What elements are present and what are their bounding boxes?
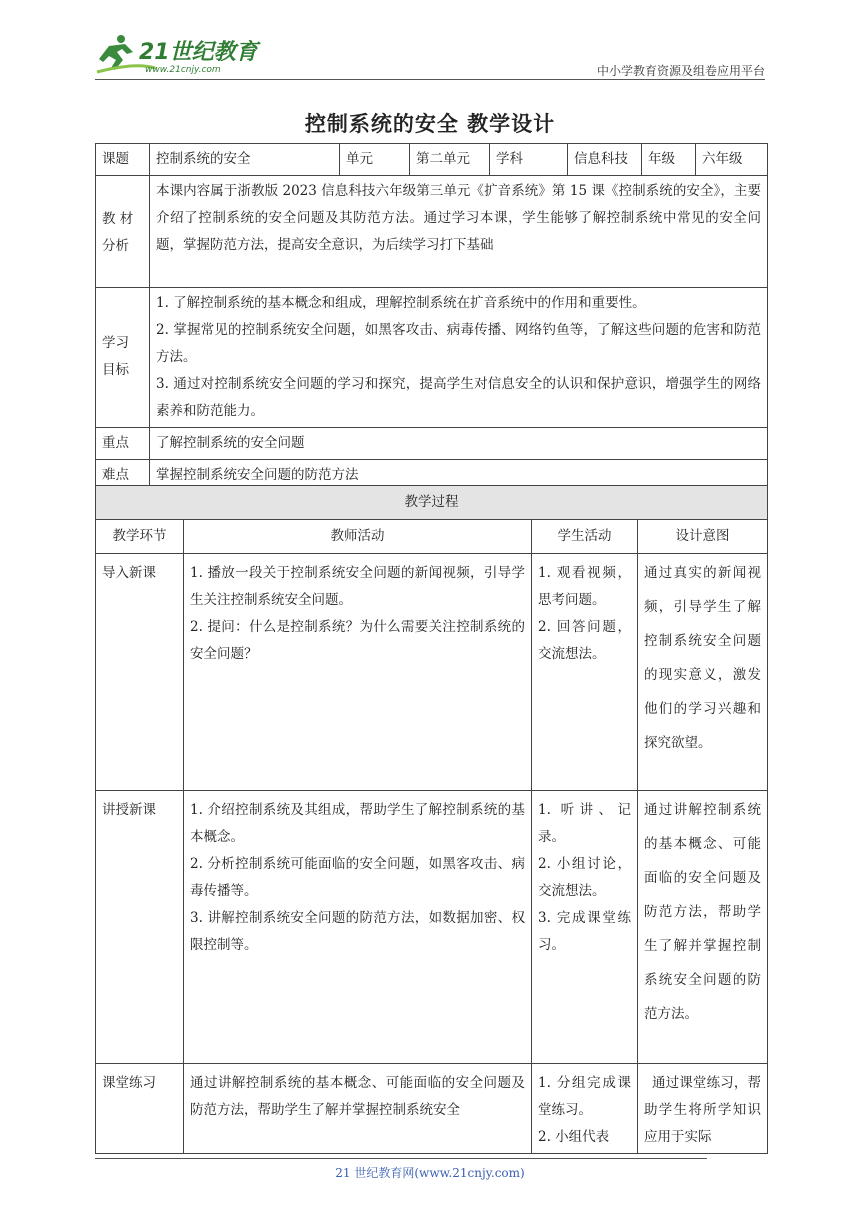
teacher-item: 3. 讲解控制系统安全问题的防范方法，如数据加密、权限控制等。 <box>190 910 525 953</box>
student-item: 1. 分组完成课堂练习。 <box>538 1075 631 1118</box>
key-label: 重点 <box>96 428 150 460</box>
unit-label: 单元 <box>340 144 410 176</box>
row-intent: 通过课堂练习，帮助学生将所学知识应用于实际 <box>638 1064 768 1154</box>
analysis-text: 本课内容属于浙教版 2023 信息科技六年级第三单元《扩音系统》第 15 课《控制系统的安全》，主要介绍了控制系统的安全问题及其防范方法。通过学习本课，学生能够了解控制系统中常见的安全问题，掌握防范方法，提高安全意识，为后续学习打下基础 <box>150 176 768 288</box>
teaching-process-table <box>95 485 768 1154</box>
row-teacher <box>184 554 532 791</box>
platform-name: 中小学教育资源及组卷应用平台 <box>596 64 765 78</box>
teacher-item: 1. 介绍控制系统及其组成，帮助学生了解控制系统的基本概念。 <box>190 802 525 845</box>
row-student <box>532 1064 638 1154</box>
lesson-info-table <box>95 143 768 492</box>
table-row <box>96 554 768 791</box>
footer-divider <box>95 1158 707 1159</box>
goal-item-2: 2. 掌握常见的控制系统安全问题，如黑客攻击、病毒传播、网络钓鱼等，了解这些问题的危害和防范方法。 <box>156 322 761 365</box>
row-intent: 通过讲解控制系统的基本概念、可能面临的安全问题及防范方法，帮助学生了解并掌握控制系统安全问题的防范方法。 <box>638 791 768 1064</box>
site-logo <box>95 32 275 76</box>
student-item: 2. 小组代表 <box>538 1129 610 1145</box>
logo-url-text: www.21cnjy.com <box>145 65 221 75</box>
difficulty-label: 难点 <box>96 460 150 492</box>
row-teacher <box>184 1064 532 1154</box>
row-intent: 通过真实的新闻视频，引导学生了解控制系统安全问题的现实意义，激发他们的学习兴趣和探究欲望。 <box>638 554 768 791</box>
analysis-label <box>96 176 150 288</box>
student-item: 3. 完成课堂练习。 <box>538 910 631 953</box>
goals-label <box>96 288 150 428</box>
teacher-item: 2. 提问：什么是控制系统？为什么需要关注控制系统的安全问题？ <box>190 619 525 662</box>
goals-label-line1: 学习 <box>102 335 129 351</box>
footer-site: 21 世纪教育网(www.21cnjy.com) <box>335 1166 525 1180</box>
student-item: 2. 小组讨论，交流想法。 <box>538 856 631 899</box>
grade-value: 六年级 <box>696 144 768 176</box>
goals-label-line2: 目标 <box>102 362 129 378</box>
goal-item-1: 1. 了解控制系统的基本概念和组成，理解控制系统在扩音系统中的作用和重要性。 <box>156 295 646 311</box>
unit-value: 第二单元 <box>410 144 490 176</box>
header-student: 学生活动 <box>532 520 638 554</box>
header-teacher: 教师活动 <box>184 520 532 554</box>
row-student <box>532 554 638 791</box>
student-item: 1. 听讲、记录。 <box>538 802 631 845</box>
subject-label: 学科 <box>490 144 568 176</box>
course-value: 控制系统的安全 <box>150 144 340 176</box>
table-row <box>96 791 768 1064</box>
row-stage: 讲授新课 <box>96 791 184 1064</box>
document-title: 控制系统的安全 教学设计 <box>304 112 556 136</box>
header-intent: 设计意图 <box>638 520 768 554</box>
row-stage: 课堂练习 <box>96 1064 184 1154</box>
goal-item-3: 3. 通过对控制系统安全问题的学习和探究，提高学生对信息安全的认识和保护意识，增强学生的网络素养和防范能力。 <box>156 376 761 419</box>
student-item: 1. 观看视频，思考问题。 <box>538 565 631 608</box>
row-teacher <box>184 791 532 1064</box>
logo-main-text: 21世纪教育 <box>139 40 258 65</box>
goals-list <box>150 288 768 428</box>
header-divider <box>95 79 765 80</box>
analysis-label-line2: 分析 <box>102 238 129 254</box>
difficulty-value: 掌握控制系统安全问题的防范方法 <box>150 460 768 492</box>
course-label: 课题 <box>96 144 150 176</box>
page-header <box>95 30 765 82</box>
process-section-title: 教学过程 <box>96 486 768 520</box>
key-value: 了解控制系统的安全问题 <box>150 428 768 460</box>
teacher-item: 1. 播放一段关于控制系统安全问题的新闻视频，引导学生关注控制系统安全问题。 <box>190 565 525 608</box>
student-item: 2. 回答问题，交流想法。 <box>538 619 631 662</box>
row-student <box>532 791 638 1064</box>
table-row <box>96 1064 768 1154</box>
grade-label: 年级 <box>642 144 696 176</box>
row-stage: 导入新课 <box>96 554 184 791</box>
subject-value: 信息科技 <box>568 144 642 176</box>
header-stage: 教学环节 <box>96 520 184 554</box>
analysis-label-line1: 教 材 <box>102 211 134 227</box>
teacher-item: 通过讲解控制系统的基本概念、可能面临的安全问题及防范方法，帮助学生了解并掌握控制系统安全 <box>190 1075 525 1118</box>
teacher-item: 2. 分析控制系统可能面临的安全问题，如黑客攻击、病毒传播等。 <box>190 856 525 899</box>
